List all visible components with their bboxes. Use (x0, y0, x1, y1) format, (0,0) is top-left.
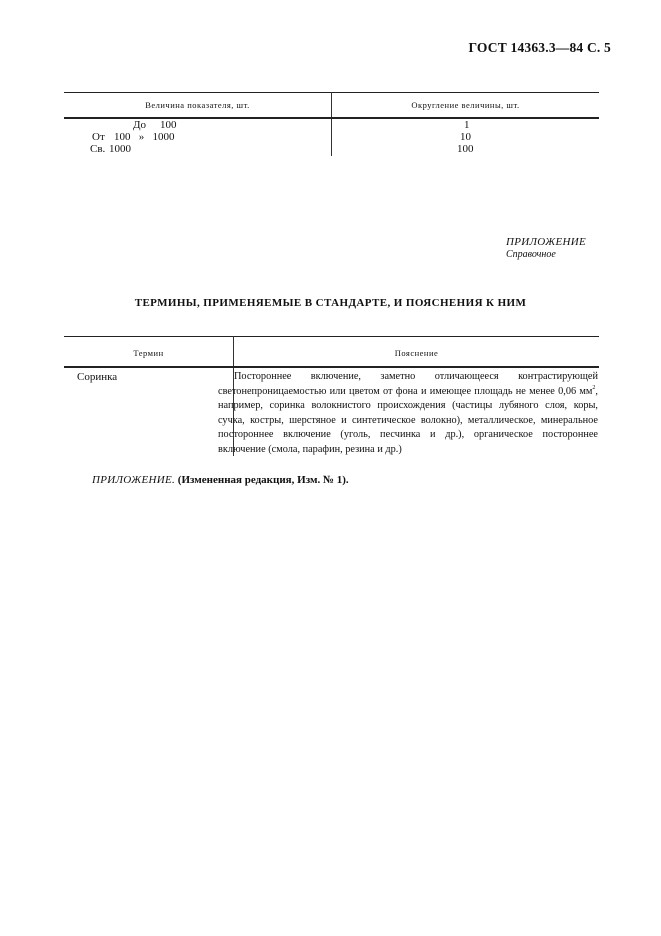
column-header-explanation: Пояснение (394, 348, 439, 358)
column-header-term: Термин (133, 348, 164, 358)
row-1-value: 100 (160, 119, 177, 131)
amendment-text: (Измененная редакция, Изм. № 1). (177, 474, 349, 486)
explanation-text-end: , например, соринка волокнистого происхождения (частицы лубяного слоя, коры, сучка, костры, шерстяное и синтетическое волокно), металлическое, минеральное постороннее включение (уголь, песчинка и др.), органическое постороннее включение (смола, парафин, резина и др.) (218, 385, 598, 455)
appendix-title: ПРИЛОЖЕНИЕ (506, 236, 586, 248)
row-1-prefix: До (133, 119, 147, 131)
explanation-superscript: 2 (592, 384, 596, 391)
row-2-prefix: От (92, 131, 105, 143)
term-cell: Соринка (77, 371, 118, 383)
explanation-cell (218, 370, 598, 458)
amendment-note (92, 474, 349, 486)
row-2-rounding: 10 (460, 131, 471, 143)
running-head: ГОСТ 14363.3—84 С. 5 (468, 40, 611, 55)
appendix-subtitle: Справочное (506, 249, 556, 260)
header-rule (64, 366, 599, 368)
row-1-rounding: 1 (464, 119, 470, 131)
explanation-text-start: Постороннее включение, заметно отличающееся контрастирующей светонепроницаемостью или цветом от фона и имеющее площадь не менее 0,06 мм (218, 371, 598, 397)
section-title: ТЕРМИНЫ, ПРИМЕНЯЕМЫЕ В СТАНДАРТЕ, И ПОЯСНЕНИЯ К НИМ (134, 297, 527, 309)
row-3-rounding: 100 (457, 143, 474, 155)
table-top-rule (64, 336, 599, 337)
row-3-value: 1000 (109, 143, 131, 155)
column-header-rounding: Округление величины, шт. (411, 100, 520, 110)
column-header-value: Величина показателя, шт. (145, 100, 250, 110)
row-3-prefix: Св. (90, 143, 106, 155)
amendment-label: ПРИЛОЖЕНИЕ. (92, 474, 176, 486)
row-2-value: 100 » 1000 (114, 131, 175, 143)
